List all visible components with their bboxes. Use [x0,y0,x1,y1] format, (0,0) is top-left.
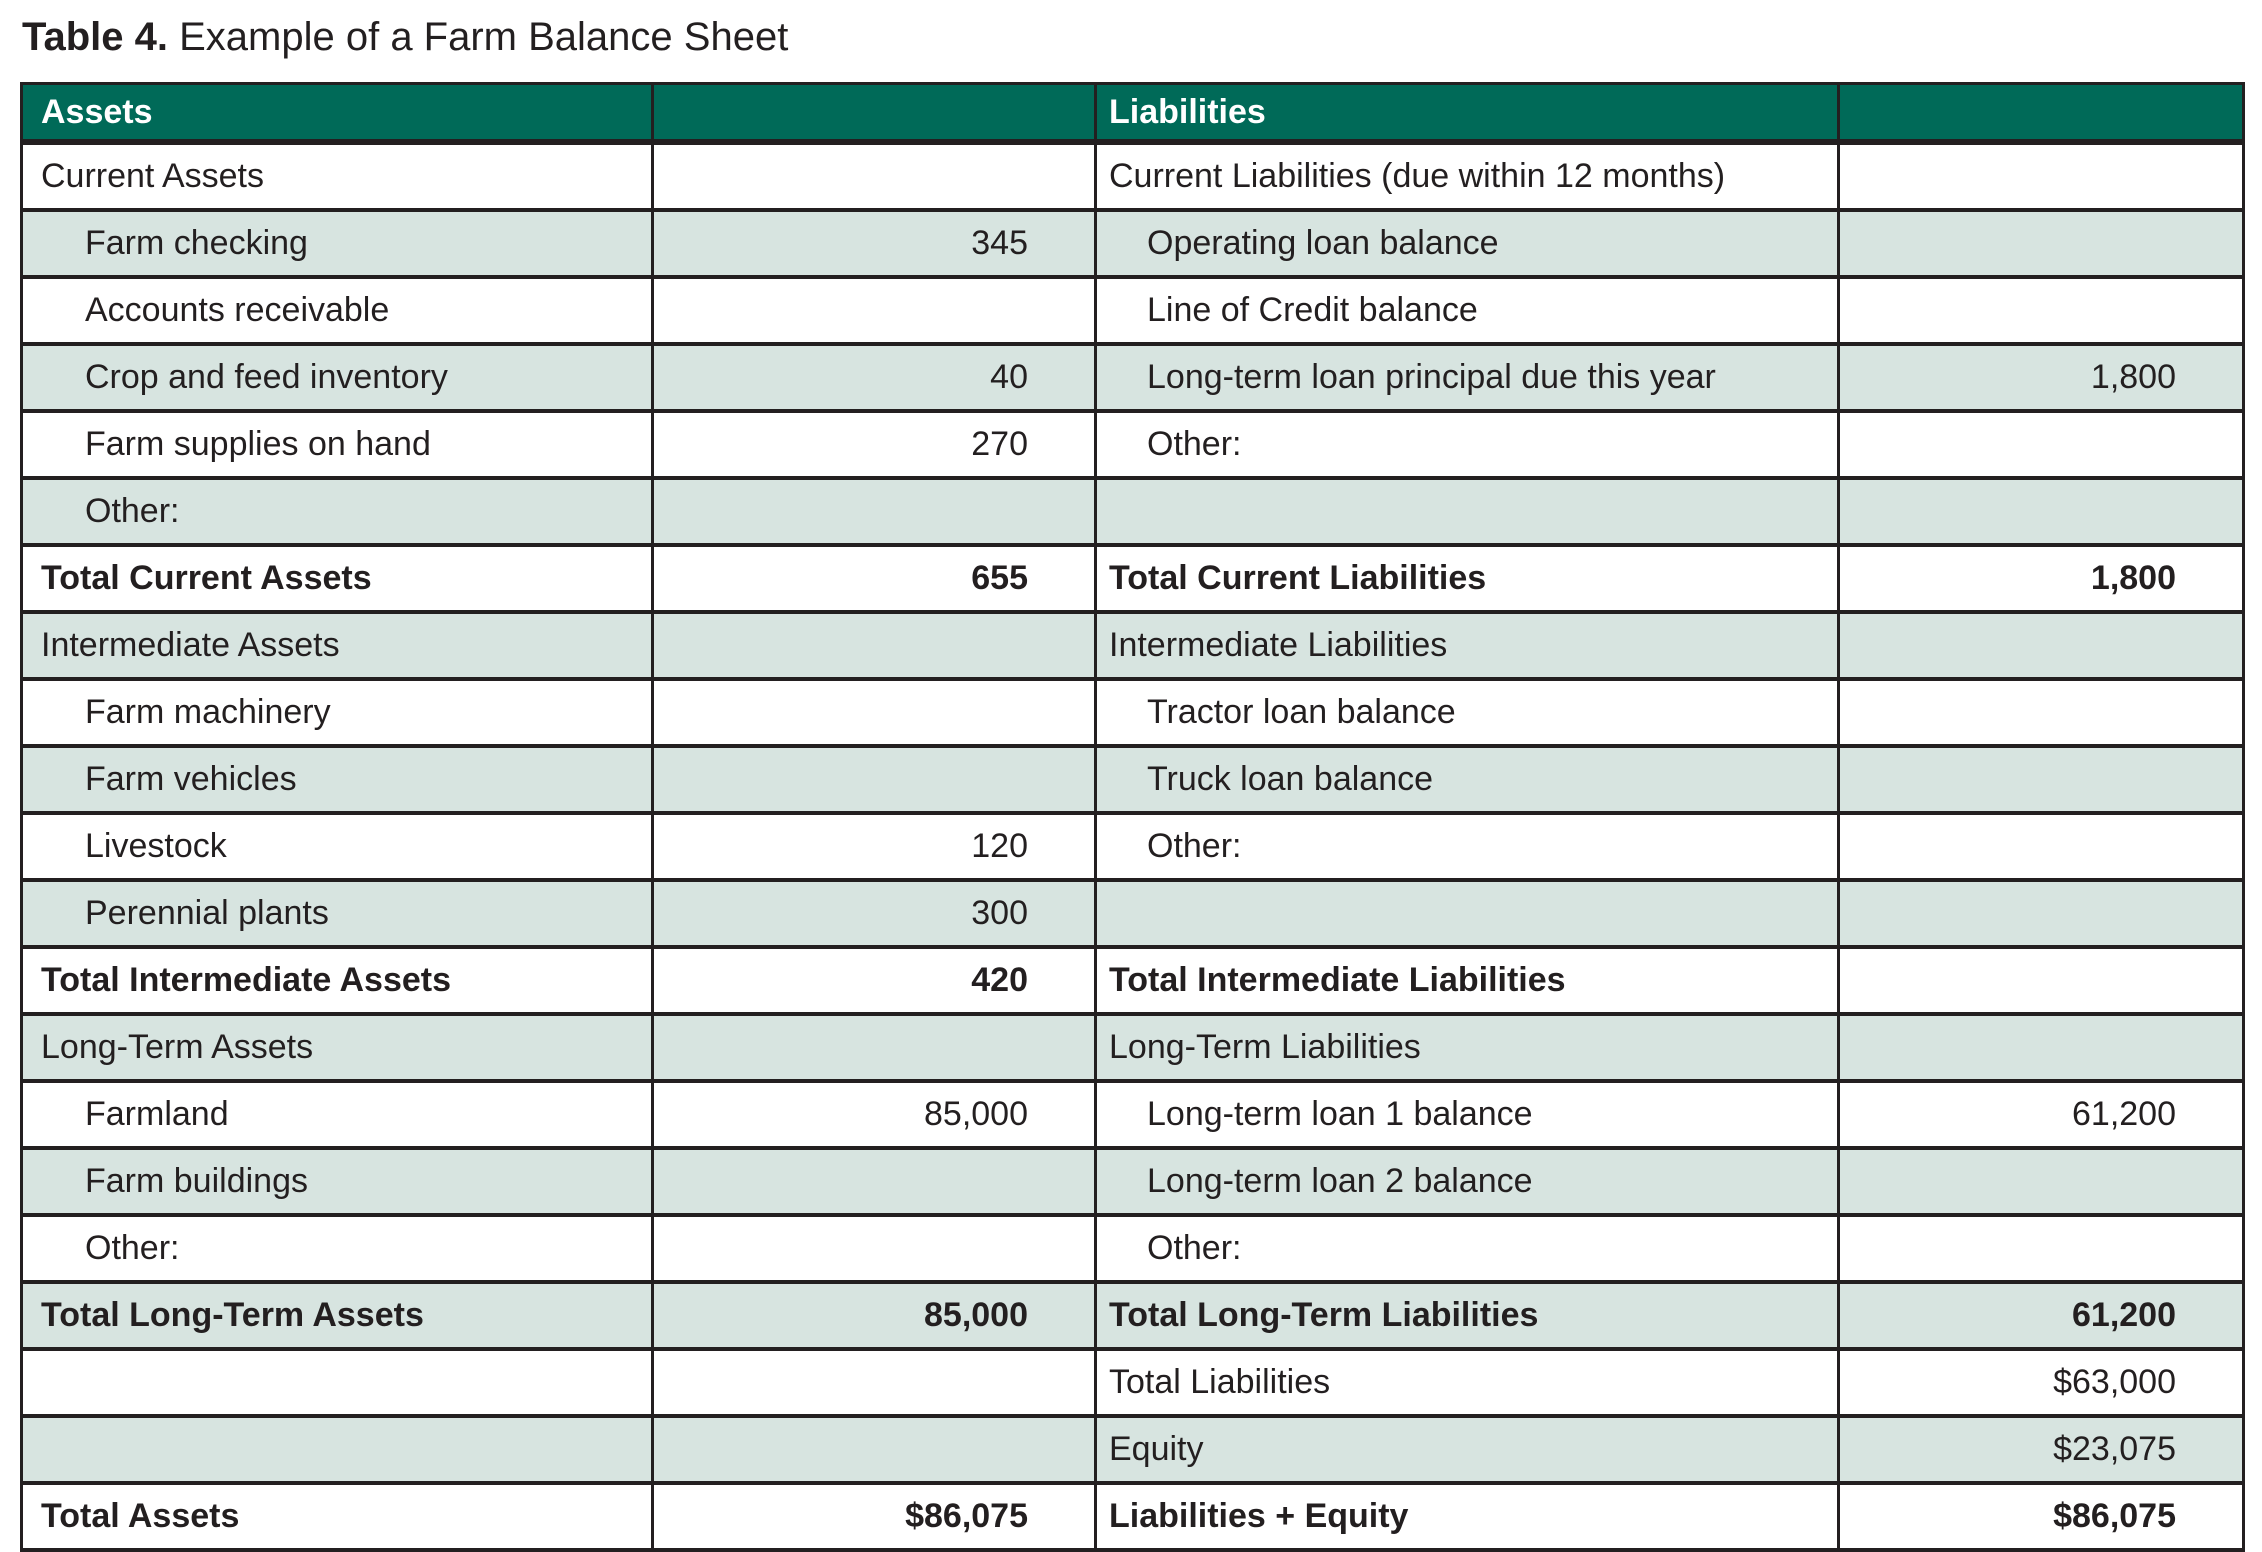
liability-label-cell: Long-Term Liabilities [1096,1014,1839,1081]
liability-label-cell: Long-term loan principal due this year [1096,344,1839,411]
table-caption-number: Table 4. [22,15,168,59]
liability-value-cell: 61,200 [1839,1282,2244,1349]
table-row [22,1416,2244,1483]
table-row [22,1081,2244,1148]
table-row [22,1483,2244,1550]
asset-label-cell: Crop and feed inventory [22,344,653,411]
asset-value-cell [653,1416,1096,1483]
liability-label-cell: Long-term loan 1 balance [1096,1081,1839,1148]
liability-label-cell: Total Long-Term Liabilities [1096,1282,1839,1349]
table-row [22,277,2244,344]
liability-label-cell: Truck loan balance [1096,746,1839,813]
table-row [22,210,2244,277]
liability-value-cell [1839,478,2244,545]
table-row [22,746,2244,813]
table-row [22,411,2244,478]
table-caption-title: Example of a Farm Balance Sheet [179,15,789,59]
asset-value-cell [653,277,1096,344]
liability-value-cell [1839,277,2244,344]
liability-label-cell: Liabilities + Equity [1096,1483,1839,1550]
liability-label-cell: Other: [1096,411,1839,478]
liability-label-cell [1096,478,1839,545]
liability-value-cell [1839,210,2244,277]
table-row [22,545,2244,612]
table-row [22,344,2244,411]
liability-value-cell [1839,612,2244,679]
asset-value-cell [653,1014,1096,1081]
assets-value-column-header [653,84,1096,143]
liability-value-cell [1839,880,2244,947]
liability-label-cell: Other: [1096,1215,1839,1282]
table-row [22,1148,2244,1215]
table-row [22,813,2244,880]
liabilities-column-header: Liabilities [1096,84,1839,143]
table-row [22,142,2244,210]
liability-label-cell: Line of Credit balance [1096,277,1839,344]
asset-value-cell [653,142,1096,210]
table-row [22,679,2244,746]
asset-label-cell: Total Assets [22,1483,653,1550]
farm-balance-sheet-table [20,82,2245,1552]
asset-value-cell: 85,000 [653,1081,1096,1148]
liability-value-cell: 1,800 [1839,545,2244,612]
asset-value-cell [653,1148,1096,1215]
asset-value-cell [653,478,1096,545]
liability-value-cell [1839,142,2244,210]
asset-label-cell: Total Intermediate Assets [22,947,653,1014]
table-row [22,1282,2244,1349]
asset-label-cell: Perennial plants [22,880,653,947]
liability-label-cell: Total Intermediate Liabilities [1096,947,1839,1014]
liability-label-cell: Equity [1096,1416,1839,1483]
assets-column-header: Assets [22,84,653,143]
asset-value-cell [653,746,1096,813]
asset-label-cell [22,1349,653,1416]
liability-label-cell: Intermediate Liabilities [1096,612,1839,679]
asset-value-cell: 420 [653,947,1096,1014]
asset-label-cell [22,1416,653,1483]
asset-value-cell: 85,000 [653,1282,1096,1349]
liability-value-cell [1839,1014,2244,1081]
asset-value-cell: 120 [653,813,1096,880]
asset-label-cell: Accounts receivable [22,277,653,344]
liability-label-cell: Tractor loan balance [1096,679,1839,746]
asset-label-cell: Current Assets [22,142,653,210]
asset-value-cell: 270 [653,411,1096,478]
asset-value-cell: $86,075 [653,1483,1096,1550]
liability-label-cell: Other: [1096,813,1839,880]
liability-value-cell [1839,1148,2244,1215]
asset-value-cell [653,1349,1096,1416]
liability-value-cell: $86,075 [1839,1483,2244,1550]
liabilities-value-column-header [1839,84,2244,143]
asset-value-cell: 40 [653,344,1096,411]
liability-value-cell [1839,813,2244,880]
table-row [22,880,2244,947]
table-row [22,478,2244,545]
asset-value-cell [653,1215,1096,1282]
liability-label-cell: Total Liabilities [1096,1349,1839,1416]
liability-value-cell [1839,1215,2244,1282]
liability-label-cell: Long-term loan 2 balance [1096,1148,1839,1215]
liability-value-cell: $63,000 [1839,1349,2244,1416]
table-row [22,612,2244,679]
asset-value-cell: 300 [653,880,1096,947]
asset-value-cell [653,679,1096,746]
table-row [22,1349,2244,1416]
asset-label-cell: Intermediate Assets [22,612,653,679]
liability-label-cell [1096,880,1839,947]
asset-value-cell: 655 [653,545,1096,612]
liability-label-cell: Current Liabilities (due within 12 months) [1096,142,1839,210]
liability-value-cell: $23,075 [1839,1416,2244,1483]
asset-label-cell: Farm checking [22,210,653,277]
table-header-row [22,84,2244,143]
asset-label-cell: Farm supplies on hand [22,411,653,478]
liability-value-cell [1839,746,2244,813]
asset-label-cell: Farm machinery [22,679,653,746]
table-caption [0,0,2262,60]
liability-value-cell [1839,411,2244,478]
asset-label-cell: Long-Term Assets [22,1014,653,1081]
asset-label-cell: Total Current Assets [22,545,653,612]
liability-label-cell: Total Current Liabilities [1096,545,1839,612]
asset-label-cell: Farm vehicles [22,746,653,813]
liability-value-cell [1839,679,2244,746]
liability-value-cell [1839,947,2244,1014]
liability-value-cell: 1,800 [1839,344,2244,411]
liability-value-cell: 61,200 [1839,1081,2244,1148]
asset-label-cell: Farm buildings [22,1148,653,1215]
asset-value-cell [653,612,1096,679]
asset-label-cell: Other: [22,478,653,545]
table-row [22,1014,2244,1081]
liability-label-cell: Operating loan balance [1096,210,1839,277]
asset-label-cell: Livestock [22,813,653,880]
asset-label-cell: Total Long-Term Assets [22,1282,653,1349]
table-row [22,1215,2244,1282]
asset-label-cell: Other: [22,1215,653,1282]
asset-label-cell: Farmland [22,1081,653,1148]
table-row [22,947,2244,1014]
balance-sheet-body [22,142,2244,1550]
asset-value-cell: 345 [653,210,1096,277]
